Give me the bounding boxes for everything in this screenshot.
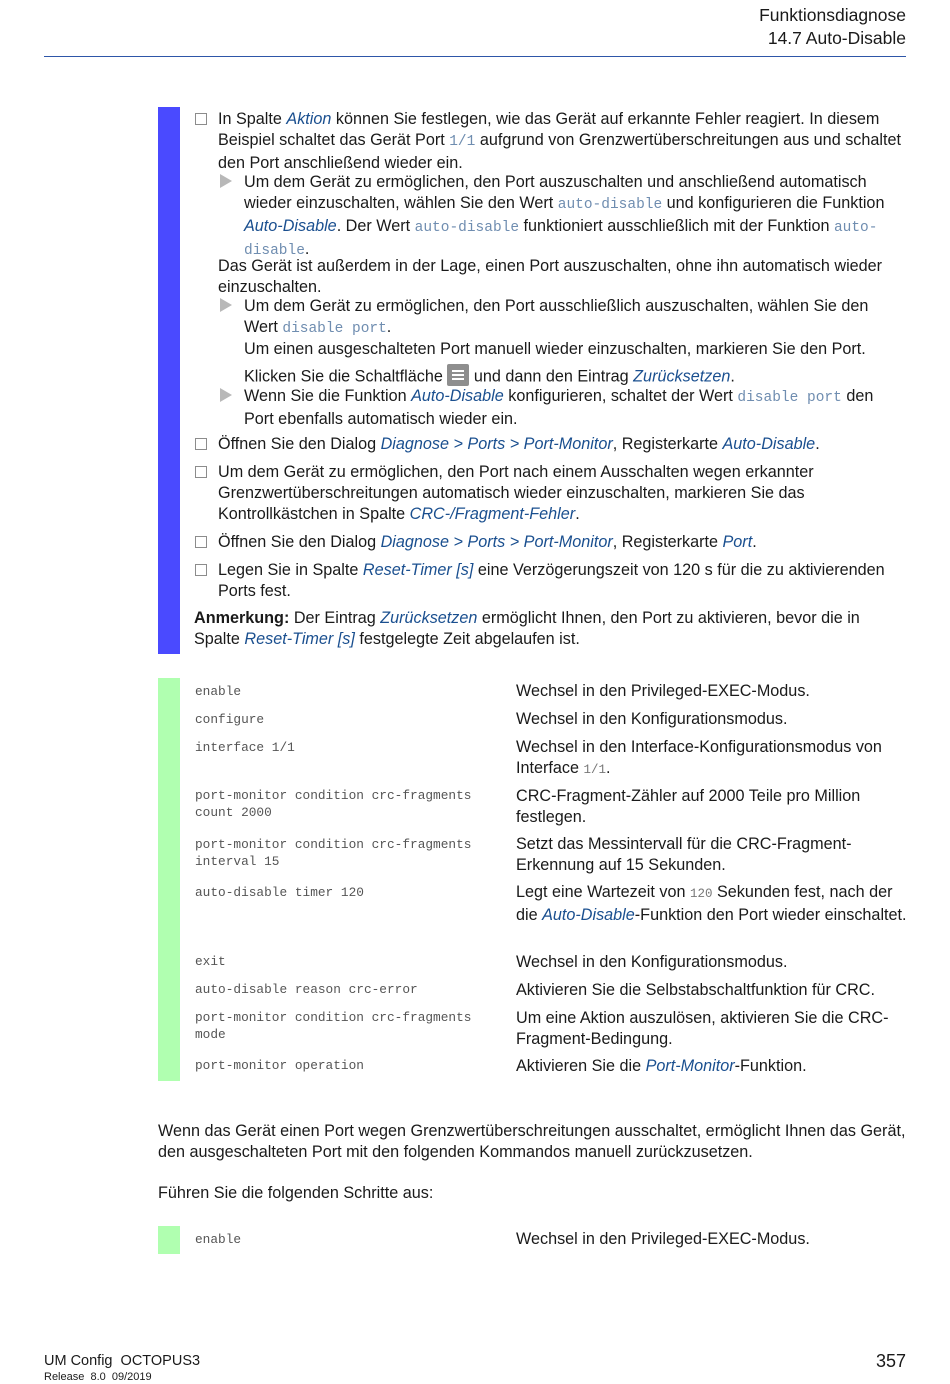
page-number: 357 <box>875 1351 906 1371</box>
cli-description: Wechsel in den Konfigurationsmodus. <box>516 953 788 971</box>
step-checkbox-icon <box>195 466 207 478</box>
steps-intro: Führen Sie die folgenden Schritte aus: <box>158 1184 434 1202</box>
cli-description: Wechsel in den Konfigurationsmodus. <box>516 710 788 728</box>
substep-click-button: Klicken Sie die Schaltfläche und dann den Eintrag Zurücksetzen. <box>244 366 906 388</box>
menu-button-icon <box>447 364 469 386</box>
footer-release: Release 8.0 09/2019 <box>44 1371 152 1383</box>
cli-command: exit <box>195 954 226 969</box>
cli-description: Legt eine Wartezeit von 120 Sekunden fest, nach der die Auto-Disable-Funktion den Port wieder einschaltet. <box>516 883 907 924</box>
arrow-bullet-icon <box>220 388 232 402</box>
substep-manual-reset: Um einen ausgeschalteten Port manuell wieder einzuschalten, markieren Sie den Port. <box>244 340 866 358</box>
cli-description: Wechsel in den Privileged-EXEC-Modus. <box>516 1230 810 1248</box>
cli-description: Wechsel in den Interface-Konfigurationsmodus von Interface 1/1. <box>516 738 882 777</box>
cli-command: interface 1/1 <box>195 740 295 755</box>
cli-command: auto-disable timer 120 <box>195 885 364 900</box>
cli-description: Aktivieren Sie die Port-Monitor-Funktion. <box>516 1057 807 1075</box>
step-mark-checkbox: Um dem Gerät zu ermöglichen, den Port nach einem Ausschalten wegen erkannter Grenzwertüberschreitungen automatisch wieder einzuschalten, markieren Sie das Kontrollkästchen in Spalte CRC-/Fragment-Fehler. <box>218 463 814 523</box>
cli-bar <box>158 678 180 1081</box>
arrow-bullet-icon <box>220 298 232 312</box>
cli-command: port-monitor condition crc-fragments count 2000 <box>195 788 472 820</box>
cli-command: port-monitor condition crc-fragments interval 15 <box>195 837 472 869</box>
step-checkbox-icon <box>195 536 207 548</box>
manual-reset-paragraph: Wenn das Gerät einen Port wegen Grenzwertüberschreitungen ausschaltet, ermöglicht Ihnen das Gerät, den ausgeschalteten Port mit den folgenden Kommandos manuell zurückzusetzen. <box>158 1122 906 1161</box>
step-checkbox-icon <box>195 113 207 125</box>
step-reset-timer: Legen Sie in Spalte Reset-Timer [s] eine Verzögerungszeit von 120 s für die zu aktivierenden Ports fest. <box>218 561 885 600</box>
note: Anmerkung: Der Eintrag Zurücksetzen ermöglicht Ihnen, den Port zu aktivieren, bevor die in Spalte Reset-Timer [s] festgelegte Zeit abgelaufen ist. <box>194 609 860 648</box>
cli-bar <box>158 1226 180 1254</box>
substep-auto-disable-port: Wenn Sie die Funktion Auto-Disable konfigurieren, schaltet der Wert disable port den Port ebenfalls automatisch wieder ein. <box>244 387 874 428</box>
chapter-title: Funktionsdiagnose <box>759 5 906 25</box>
step-open-dialog-port: Öffnen Sie den Dialog Diagnose > Ports > Port-Monitor, Registerkarte Port. <box>218 533 757 551</box>
step-checkbox-icon <box>195 438 207 450</box>
cli-command: port-monitor condition crc-fragments mode <box>195 1010 472 1042</box>
info-paragraph: Das Gerät ist außerdem in der Lage, einen Port auszuschalten, ohne ihn automatisch wieder einzuschalten. <box>218 257 883 296</box>
cli-description: CRC-Fragment-Zähler auf 2000 Teile pro Million festlegen. <box>516 787 861 826</box>
cli-command: port-monitor operation <box>195 1058 364 1073</box>
instruction-bar <box>158 107 180 654</box>
substep-disable-port: Um dem Gerät zu ermöglichen, den Port ausschließlich auszuschalten, wählen Sie den Wert disable port. <box>244 297 869 337</box>
section-title: 14.7 Auto-Disable <box>767 28 906 48</box>
cli-description: Um eine Aktion auszulösen, aktivieren Sie die CRC-Fragment-Bedingung. <box>516 1009 889 1048</box>
cli-command: auto-disable reason crc-error <box>195 982 418 997</box>
cli-command: enable <box>195 1232 242 1247</box>
substep-auto-disable: Um dem Gerät zu ermöglichen, den Port auszuschalten und anschließend automatisch wieder einzuschalten, wählen Sie den Wert auto-disable und konfigurieren die Funktion Auto-Disable. Der Wert auto-disable funktioniert ausschließlich mit der Funktion auto-disable. <box>244 173 885 259</box>
cli-command: configure <box>195 712 265 727</box>
header-rule <box>44 56 906 57</box>
cli-description: Setzt das Messintervall für die CRC-Fragment-Erkennung auf 15 Sekunden. <box>516 835 852 874</box>
cli-description: Aktivieren Sie die Selbstabschaltfunktion für CRC. <box>516 981 875 999</box>
cli-description: Wechsel in den Privileged-EXEC-Modus. <box>516 682 810 700</box>
step-open-dialog-auto-disable: Öffnen Sie den Dialog Diagnose > Ports > Port-Monitor, Registerkarte Auto-Disable. <box>218 435 820 453</box>
cli-command: enable <box>195 684 242 699</box>
footer-title: UM Config OCTOPUS3 <box>44 1353 201 1369</box>
arrow-bullet-icon <box>220 174 232 188</box>
step-aktion: In Spalte Aktion können Sie festlegen, wie das Gerät auf erkannte Fehler reagiert. In diesem Beispiel schaltet das Gerät Port 1/1 aufgrund von Grenzwertüberschreitungen aus und schaltet den Port anschließend wieder ein. <box>218 110 901 172</box>
step-checkbox-icon <box>195 564 207 576</box>
